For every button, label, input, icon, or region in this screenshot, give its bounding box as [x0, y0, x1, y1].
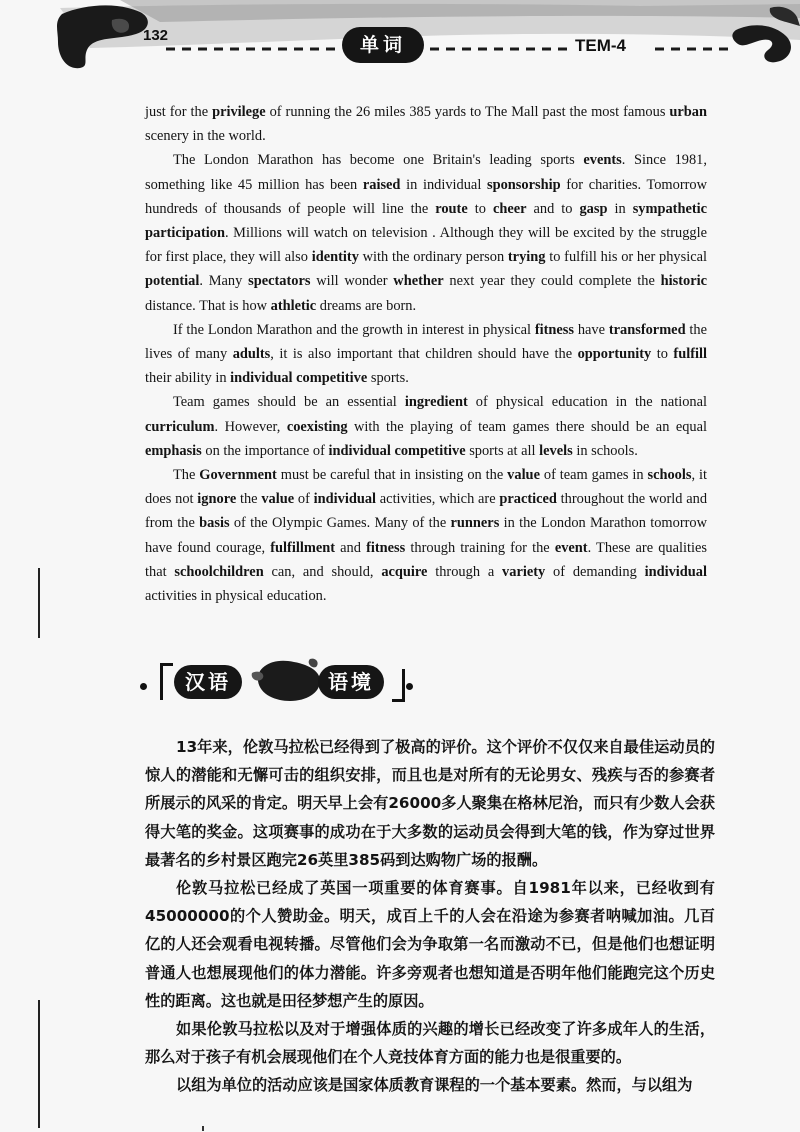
- vocabulary-keyword: individual: [644, 563, 707, 580]
- vocabulary-keyword: route: [435, 200, 468, 217]
- passage-text: throughout the world and from the: [145, 491, 708, 532]
- section-badge: 单词: [342, 27, 424, 63]
- vocabulary-keyword: fulfillment: [270, 539, 336, 556]
- vocabulary-keyword: fitness: [534, 321, 575, 338]
- passage-text: through training for the: [405, 539, 555, 556]
- passage-text: in the London Marathon tomorrow have found courage,: [145, 515, 707, 556]
- vocabulary-keyword: individual: [313, 491, 377, 508]
- vocabulary-keyword: athletic: [270, 297, 317, 314]
- passage-text: activities, which are: [376, 491, 500, 508]
- passage-text: . Since 1981, something like 45 million has been: [145, 152, 707, 193]
- vocabulary-keyword: opportunity: [577, 346, 652, 363]
- vocabulary-keyword: identity: [311, 249, 359, 266]
- passage-text: sports.: [367, 370, 409, 387]
- english-paragraph: [145, 148, 707, 317]
- vocabulary-keyword: curriculum: [145, 418, 215, 435]
- passage-text: next year they could complete the: [443, 273, 661, 290]
- binding-mark: [38, 1000, 40, 1128]
- english-paragraph: [145, 318, 707, 391]
- vocabulary-keyword: levels: [539, 442, 573, 459]
- vocabulary-keyword: events: [583, 152, 622, 169]
- english-paragraph: [145, 463, 707, 608]
- page-header: [0, 0, 800, 78]
- passage-text: of physical education in the national: [467, 394, 707, 411]
- vocabulary-keyword: value: [261, 491, 295, 508]
- passage-text: in: [607, 200, 633, 217]
- passage-text: through a: [427, 563, 503, 580]
- exam-tag: TEM-4: [575, 36, 626, 55]
- passage-text: and to: [526, 200, 580, 217]
- chinese-paragraph: 以组为单位的活动应该是国家体质教育课程的一个基本要素。然而，与以组为: [176, 1076, 693, 1095]
- heading-dot-left: [140, 683, 147, 690]
- vocabulary-keyword: individual competitive: [230, 370, 368, 387]
- passage-text: of the Olympic Games. Many of the: [229, 515, 451, 532]
- passage-text: The: [173, 467, 200, 484]
- vocabulary-keyword: schools: [647, 467, 692, 484]
- page-number: 132: [143, 27, 169, 44]
- heading-dot-right: [406, 683, 413, 690]
- vocabulary-keyword: value: [507, 467, 540, 484]
- passage-text: with the playing of team games there should be an equal: [347, 418, 708, 435]
- vocabulary-keyword: emphasis: [145, 442, 202, 459]
- vocabulary-keyword: fitness: [366, 539, 406, 556]
- chinese-translation: [145, 733, 715, 1100]
- passage-text: The London Marathon has become one Britain's leading sports: [173, 152, 584, 169]
- passage-text: must be careful that in insisting on the: [276, 467, 508, 484]
- passage-text: sports at all: [465, 442, 540, 459]
- passage-text: will wonder: [310, 273, 394, 290]
- vocabulary-keyword: fulfill: [673, 346, 708, 363]
- vocabulary-keyword: acquire: [381, 563, 428, 580]
- vocabulary-keyword: individual competitive: [328, 442, 466, 459]
- vocabulary-keyword: trying: [507, 249, 546, 266]
- chinese-section-heading: [140, 655, 440, 715]
- vocabulary-keyword: potential: [145, 273, 200, 290]
- vocabulary-keyword: historic: [660, 273, 708, 290]
- passage-text: . Millions will watch on television . Although they will be excited by the struggle for first place, they will also: [145, 225, 707, 266]
- english-passage: [145, 100, 707, 608]
- passage-text: dreams are born.: [316, 297, 417, 314]
- vocabulary-keyword: cheer: [492, 200, 527, 217]
- vocabulary-keyword: coexisting: [286, 418, 348, 435]
- passage-text: have: [574, 321, 609, 338]
- passage-text: in schools.: [572, 442, 638, 459]
- scan-mark: [202, 1126, 204, 1131]
- chinese-paragraph: 伦敦马拉松已经成了英国一项重要的体育赛事。自1981年以来，已经收到有45000000的个人赞助金。明天，成百上千的人会在沿途为参赛者呐喊加油。几百亿的人还会观看电视转播。尽管他们会为争取第一名而激动不已，但是他们也想证明普通人也想展现他们的体力潜能。许多旁观者也想知道是否明年他们能跑完这个历史性的距离。这也就是田径梦想产生的原因。: [145, 879, 715, 1010]
- passage-text: the lives of many: [145, 321, 707, 363]
- english-paragraph: [145, 100, 707, 148]
- vocabulary-keyword: basis: [199, 515, 230, 532]
- vocabulary-keyword: raised: [362, 176, 401, 193]
- vocabulary-keyword: schoolchildren: [174, 563, 264, 580]
- vocabulary-keyword: variety: [502, 563, 546, 580]
- passage-text: to fulfill his or her physical: [545, 249, 707, 266]
- passage-text: and: [335, 539, 367, 556]
- passage-text: . However,: [214, 418, 287, 435]
- vocabulary-keyword: ingredient: [404, 394, 468, 411]
- passage-text: of: [294, 491, 314, 508]
- passage-text: with the ordinary person: [358, 249, 508, 266]
- vocabulary-keyword: sympathetic participation: [145, 200, 708, 242]
- heading-bracket-right: [392, 669, 405, 702]
- passage-text: their ability in: [145, 370, 231, 387]
- passage-text: scenery in the world.: [145, 128, 266, 145]
- vocabulary-keyword: sponsorship: [487, 176, 561, 193]
- vocabulary-keyword: transformed: [608, 321, 686, 338]
- heading-bracket-left: [160, 663, 173, 700]
- vocabulary-keyword: Government: [199, 467, 277, 484]
- heading-label-context: 语境: [318, 665, 384, 699]
- vocabulary-keyword: adults: [232, 346, 271, 363]
- vocabulary-keyword: urban: [669, 104, 707, 120]
- passage-text: , it does not: [145, 467, 707, 508]
- vocabulary-keyword: runners: [450, 515, 500, 532]
- chinese-paragraph: 如果伦敦马拉松以及对于增强体质的兴趣的增长已经改变了许多成年人的生活，那么对于孩子有机会展现他们在个人竞技体育方面的能力也是很重要的。: [145, 1020, 715, 1067]
- passage-text: the: [236, 491, 262, 508]
- passage-text: activities in physical education.: [145, 588, 327, 605]
- passage-text: , it is also important that children should have the: [270, 346, 578, 363]
- english-paragraph: [145, 390, 707, 463]
- passage-text: of demanding: [545, 563, 645, 580]
- passage-text: can, and should,: [263, 563, 382, 580]
- vocabulary-keyword: event: [554, 539, 588, 556]
- passage-text: . These are qualities that: [145, 539, 707, 580]
- binding-mark: [38, 568, 40, 638]
- passage-text: to: [467, 200, 493, 217]
- passage-text: . Many: [199, 273, 249, 290]
- ink-blot-decoration: [250, 655, 324, 705]
- passage-text: Team games should be an essential: [173, 394, 405, 411]
- passage-text: to: [651, 346, 674, 363]
- vocabulary-keyword: spectators: [248, 273, 311, 290]
- passage-text: of team games in: [539, 467, 648, 484]
- passage-text: If the London Marathon and the growth in interest in physical: [173, 321, 535, 338]
- vocabulary-keyword: ignore: [197, 491, 237, 508]
- chinese-paragraph: 13年来，伦敦马拉松已经得到了极高的评价。这个评价不仅仅来自最佳运动员的惊人的潜能和无懈可击的组织安排，而且也是对所有的无论男女、残疾与否的参赛者所展示的风采的肯定。明天早上会有26000多人聚集在格林尼治，而只有少数人会获得大笔的奖金。这项赛事的成功在于大多数的运动员会得到大笔的钱，作为穿过世界最著名的乡村景区跑完26英里385码到达购物广场的报酬。: [145, 738, 715, 869]
- passage-text: in individual: [400, 176, 487, 193]
- heading-label-chinese: 汉语: [174, 665, 242, 699]
- passage-text: of running the 26 miles 385 yards to The Mall past the most famous: [265, 104, 670, 120]
- passage-text: just for the: [145, 104, 213, 120]
- vocabulary-keyword: gasp: [579, 200, 608, 217]
- passage-text: on the importance of: [201, 442, 329, 459]
- passage-text: distance. That is how: [145, 297, 271, 314]
- vocabulary-keyword: privilege: [212, 104, 266, 120]
- passage-text: for charities. Tomorrow hundreds of thousands of people will line the: [145, 176, 707, 217]
- vocabulary-keyword: practiced: [499, 491, 557, 508]
- vocabulary-keyword: whether: [393, 273, 444, 290]
